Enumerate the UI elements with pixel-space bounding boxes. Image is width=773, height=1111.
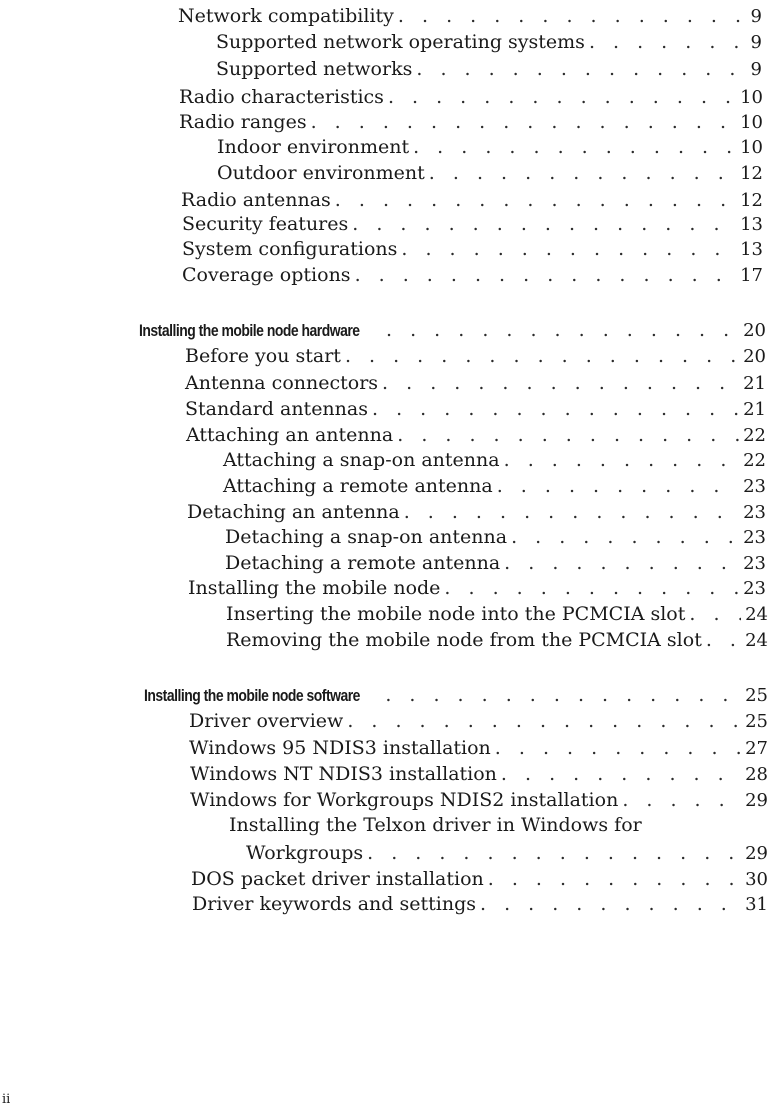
dot-leader [429, 161, 736, 185]
toc-entry-page: 27 [745, 738, 768, 759]
toc-section-heading [139, 318, 766, 343]
toc-entry-page: 20 [743, 346, 766, 367]
toc-entry [185, 344, 766, 369]
dot-leader [347, 709, 741, 733]
dot-leader [689, 602, 741, 626]
toc-entry-label: Attaching an antenna [186, 424, 394, 446]
dot-leader [497, 474, 739, 498]
toc-entry [192, 892, 768, 917]
toc-entry-label: Attaching a remote antenna [223, 475, 493, 497]
toc-entry-label: Driver overview [189, 710, 344, 732]
toc-entry-label: Windows for Workgroups NDIS2 installation [190, 789, 619, 811]
dot-leader [501, 762, 741, 786]
toc-entry-label: Installing the mobile node [188, 577, 441, 599]
toc-entry-label: Workgroups [246, 842, 364, 864]
toc-section-heading [144, 683, 768, 708]
dot-leader [386, 318, 739, 342]
toc-entry [179, 85, 763, 110]
dot-leader [589, 30, 747, 54]
toc-entry-page: 13 [740, 214, 763, 235]
dot-leader [388, 85, 736, 109]
toc-entry [182, 237, 763, 262]
toc-entry-page: 31 [745, 894, 768, 915]
toc-entry [217, 161, 763, 186]
toc-entry [188, 576, 766, 601]
toc-entry-page: 29 [745, 790, 768, 811]
toc-entry [182, 263, 763, 288]
toc-entry-page: 12 [740, 163, 763, 184]
dot-leader [511, 525, 739, 549]
toc-entry-label: Installing the Telxon driver in Windows for [229, 814, 642, 836]
toc-entry [185, 371, 766, 396]
toc-entry-label: Indoor environment [217, 136, 410, 158]
dot-leader [355, 263, 737, 287]
toc-entry-label: Radio ranges [179, 111, 307, 133]
toc-entry-page: 10 [740, 112, 763, 133]
toc-entry-label: Attaching a snap-on antenna [223, 449, 500, 471]
dot-leader [416, 57, 746, 81]
toc-entry-page: 24 [745, 604, 768, 625]
toc-entry-page: 21 [743, 399, 766, 420]
toc-entry [225, 525, 766, 550]
toc-entry-page: 13 [740, 239, 763, 260]
toc-entry [179, 110, 763, 135]
dot-leader [706, 628, 741, 652]
toc-entry-label: Radio characteristics [179, 86, 384, 108]
toc-entry [216, 57, 762, 82]
toc-entry [186, 423, 766, 448]
toc-entry-label: Security features [182, 213, 349, 235]
toc-entry-page: 10 [740, 87, 763, 108]
toc-entry-label: Inserting the mobile node into the PCMCIA slot [226, 603, 686, 625]
toc-entry-label: Antenna connectors [185, 372, 379, 394]
toc-entry-label: Supported network operating systems [216, 31, 585, 53]
toc-entry-page: 23 [743, 527, 766, 548]
toc-entry-label: Standard antennas [185, 398, 368, 420]
toc-entry-page: 23 [743, 502, 766, 523]
toc-entry-page: 25 [745, 711, 768, 732]
toc-entry-page: 23 [743, 578, 766, 599]
dot-leader [372, 397, 739, 421]
toc-entry [226, 602, 768, 627]
dot-leader [401, 237, 736, 261]
toc-entry-page: 30 [745, 869, 768, 890]
dot-leader [335, 188, 736, 212]
page-number: ii [2, 1092, 11, 1107]
toc-entry-label: Detaching a remote antenna [225, 552, 501, 574]
toc-entry-label: Windows NT NDIS3 installation [190, 763, 497, 785]
dot-leader [444, 576, 739, 600]
toc-entry-label: Detaching a snap-on antenna [225, 526, 508, 548]
toc-entry-page: 9 [750, 6, 762, 27]
toc-entry-page: 17 [740, 265, 763, 286]
toc-entry [189, 736, 768, 761]
toc-entry-label: Driver keywords and settings [192, 893, 476, 915]
toc-entry-page: 28 [745, 764, 768, 785]
toc-entry [216, 30, 762, 55]
toc-entry [187, 500, 766, 525]
toc-entry [191, 867, 768, 892]
toc-entry [181, 188, 763, 213]
toc-entry-page: 21 [743, 373, 766, 394]
dot-leader [397, 423, 739, 447]
toc-entry-label: Before you start [185, 345, 341, 367]
dot-leader [398, 4, 747, 28]
toc-entry-page: 20 [743, 320, 766, 341]
dot-leader [345, 344, 739, 368]
toc-entry-label: Supported networks [216, 58, 413, 80]
toc-section-label: Installing the mobile node hardware [139, 321, 360, 340]
toc-entry [217, 135, 763, 160]
dot-leader [622, 788, 741, 812]
dot-leader [504, 551, 739, 575]
dot-leader [382, 371, 739, 395]
toc-entry-page: 24 [745, 630, 768, 651]
toc-entry-label: Coverage options [182, 264, 351, 286]
toc-entry-label: Removing the mobile node from the PCMCIA slot [226, 629, 702, 651]
toc-entry [246, 841, 768, 866]
toc-entry-page: 12 [740, 190, 763, 211]
toc-entry-page: 22 [743, 450, 766, 471]
toc-entry-page: 10 [740, 137, 763, 158]
toc-entry [182, 212, 763, 237]
toc-entry [223, 474, 766, 499]
toc-entry-label: System configurations [182, 238, 398, 260]
toc-section-label: Installing the mobile node software [144, 686, 360, 705]
toc-entry [178, 4, 762, 29]
toc-entry [190, 762, 768, 787]
toc-entry-label: Network compatibility [178, 5, 394, 27]
dot-leader [504, 448, 739, 472]
toc-entry-page: 29 [745, 843, 768, 864]
toc-entry-page: 9 [750, 59, 762, 80]
toc-entry [226, 628, 768, 653]
toc-entry-label: DOS packet driver installation [191, 868, 484, 890]
dot-leader [385, 683, 741, 707]
dot-leader [413, 135, 736, 159]
toc-entry [190, 788, 768, 813]
toc-entry-page: 22 [743, 425, 766, 446]
dot-leader [404, 500, 739, 524]
toc-entry-page: 9 [750, 32, 762, 53]
toc-entry-label: Radio antennas [181, 189, 331, 211]
dot-leader [352, 212, 736, 236]
toc-entry [185, 397, 766, 422]
dot-leader [495, 736, 741, 760]
dot-leader [311, 110, 737, 134]
toc-entry [225, 551, 766, 576]
toc-entry-label: Windows 95 NDIS3 installation [189, 737, 491, 759]
toc-entry-page: 23 [743, 553, 766, 574]
toc-entry-label: Detaching an antenna [187, 501, 400, 523]
toc-entry-label: Outdoor environment [217, 162, 425, 184]
toc-entry [189, 709, 768, 734]
dot-leader [480, 892, 741, 916]
dot-leader [488, 867, 741, 891]
dot-leader [367, 841, 741, 865]
toc-entry-page: 25 [745, 685, 768, 706]
toc-entry-page: 23 [743, 476, 766, 497]
toc-entry [223, 448, 766, 473]
